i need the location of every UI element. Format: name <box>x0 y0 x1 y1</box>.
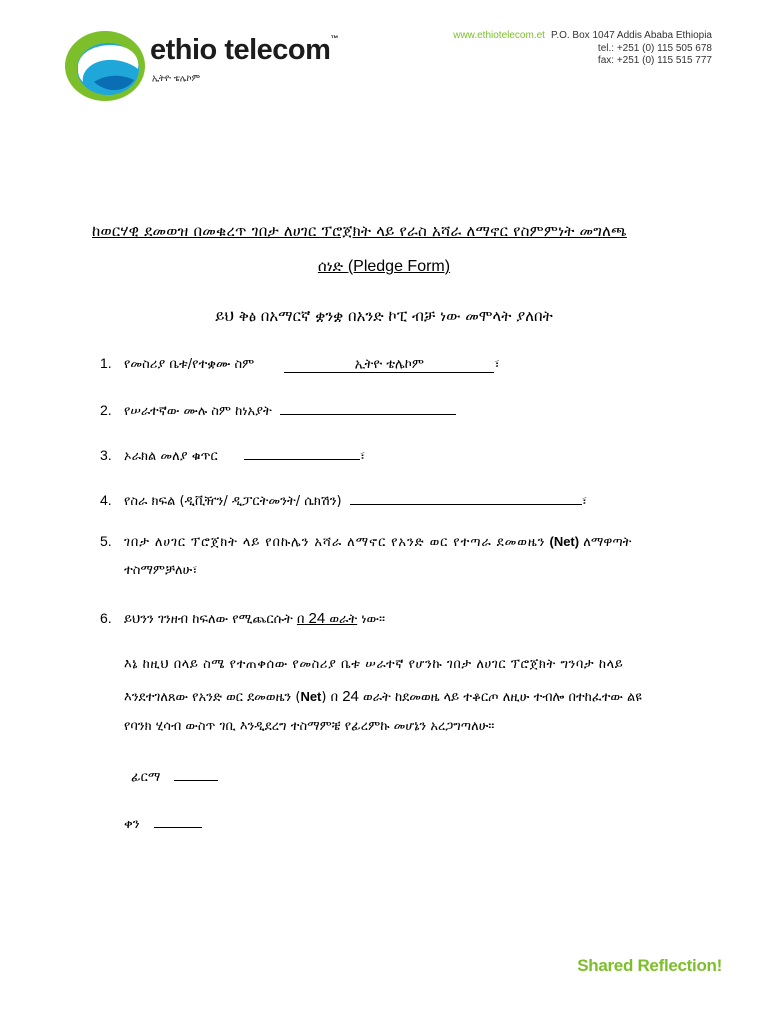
form-item-6: 6. ይህንን ገንዘብ ከፍለው የሚጨርሱት በ 24 ወራት ነው። <box>100 610 386 627</box>
form-item-3: 3. ኦራክል መለያ ቁጥር ፣ <box>100 447 366 464</box>
installment-period: በ 24 ወራት <box>296 610 358 627</box>
oracle-id-field[interactable] <box>244 445 360 460</box>
ethio-telecom-logo <box>64 30 338 104</box>
declaration-line-1: እኔ ከዚህ በላይ ስሜ የተጠቀሰው የመስሪያ ቤቱ ሠራተኛ የሆንኩ ገበታ ለሀገር ፕሮጀክት ግንባታ ከላይ <box>124 657 624 672</box>
full-name-field[interactable] <box>280 400 456 415</box>
declaration-line-3: የባንክ ሂሳብ ውስጥ ገቢ እንዲደረግ ተስማምቼ የፊረምኩ መሆኔን አረጋግጣለሁ። <box>124 719 495 734</box>
date-field[interactable] <box>154 813 202 828</box>
logo-wordmark: ethio telecom™ <box>150 34 338 66</box>
website-link[interactable]: www.ethiotelecom.et <box>453 30 545 41</box>
form-item-4: 4. የስራ ክፍል (ዲቪዥን/ ዲፓርትመንት/ ሴክሽን) ፣ <box>100 492 588 509</box>
department-label: የስራ ክፍል (ዲቪዥን/ ዲፓርትመንት/ ሴክሽን) <box>124 494 342 509</box>
form-title-line2: ሰነድ (Pledge Form) <box>317 257 451 275</box>
date-label: ቀን <box>124 817 140 832</box>
date-row <box>124 813 202 832</box>
full-name-label: የሠራተኛው ሙሉ ስም ከነአያት <box>124 404 272 419</box>
logo-amharic-name: ኢትዮ ቴሌኮም <box>152 74 200 84</box>
institution-name-label: የመስሪያ ቤቱ/የተቋሙ ስም <box>124 357 255 372</box>
form-item-5: 5. ገበታ ለሀገር ፕሮጀክት ላይ የበኩሌን አሻራ ለማኖር የአንድ ወር የተጣራ ደመወዜን (Net) ለማዋጣት ተስማምቻለሁ፣ <box>100 533 632 578</box>
contact-info <box>453 30 712 68</box>
signature-row <box>131 766 218 785</box>
oracle-id-label: ኦራክል መለያ ቁጥር <box>124 449 218 464</box>
form-item-1: 1. የመስሪያ ቤቱ/የተቋሙ ስም ኢትዮ ቴሌኮም ፣ <box>100 355 500 372</box>
logo-swirl-icon <box>64 30 148 104</box>
form-instruction: ይህ ቅፅ በአማርኛ ቋንቋ በአንድ ኮፒ ብቻ ነው መሞላት ያለበት <box>215 307 553 325</box>
declaration-line-2: እንደተገለጸው የአንድ ወር ደመወዜን (Net) በ 24 ወራት ከደመወዜ ላይ ተቆርጦ ለዚሁ ተብሎ በተከፈተው ልዩ <box>124 688 642 705</box>
footer-slogan: Shared Reflection! <box>577 956 722 975</box>
institution-name-field[interactable]: ኢትዮ ቴሌኮም <box>284 357 494 373</box>
fax: fax: +251 (0) 115 515 777 <box>597 55 712 66</box>
signature-field[interactable] <box>174 766 218 781</box>
department-field[interactable] <box>350 490 582 505</box>
form-item-2: 2. የሠራተኛው ሙሉ ስም ከነአያት <box>100 400 456 419</box>
telephone: tel.: +251 (0) 115 505 678 <box>597 42 712 54</box>
signature-label: ፊርማ <box>131 770 161 785</box>
form-title-line1: ከወርሃዊ ደመወዝ በመቁረጥ ገበታ ለሀገር ፕሮጀክት ላይ የራስ አሻራ ለማኖር የስምምነት መግለጫ <box>92 222 627 240</box>
po-box: P.O. Box 1047 Addis Ababa Ethiopia <box>550 30 712 41</box>
